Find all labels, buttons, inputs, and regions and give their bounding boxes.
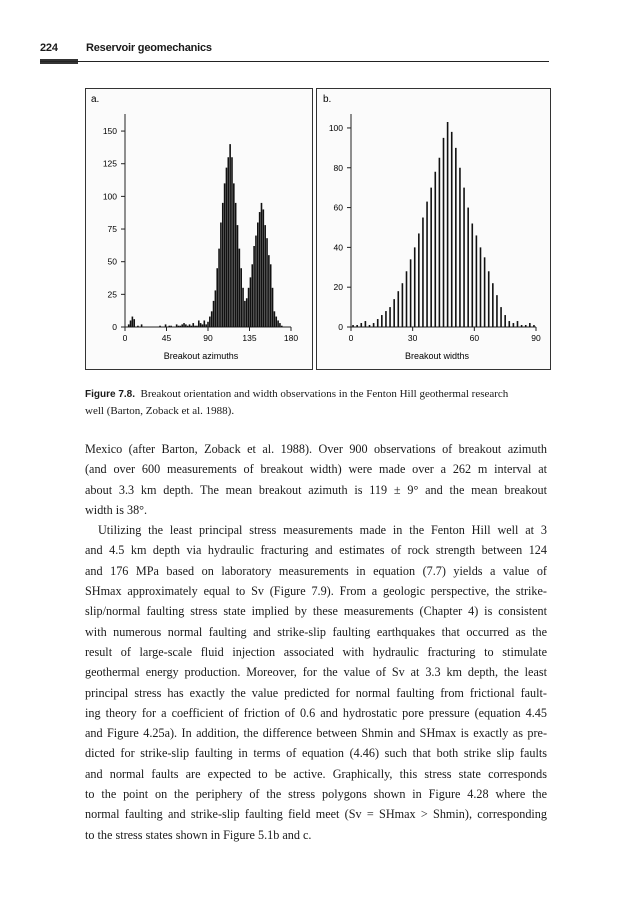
- header-rule: [40, 61, 549, 62]
- panel-b-label: b.: [323, 94, 332, 105]
- running-header: [40, 42, 549, 66]
- y-tick-label: 100: [102, 191, 117, 202]
- body-line: result of large-scale fluid injection associated with hydraulic fracturing to stimulate: [85, 644, 547, 659]
- body-line: and 4.5 km depth via hydraulic fracturing and estimates of rock strength between 124: [85, 543, 547, 558]
- page-number: 224: [40, 42, 58, 54]
- panel-a: [86, 89, 313, 370]
- body-line: width is 38°.: [85, 502, 148, 517]
- body-line: Utilizing the least principal stress measurements made in the Fenton Hill well at 3: [98, 523, 547, 538]
- panel-a-label: a.: [91, 94, 100, 105]
- body-line: and normal faults are expected to be active. Graphically, this stress state corresponds: [85, 766, 547, 781]
- body-line: slip/normal faulting stress state implied by these measurements (Chapter 4) is consistent: [85, 604, 547, 619]
- y-tick-label: 0: [112, 322, 117, 332]
- running-title: Reservoir geomechanics: [86, 42, 212, 54]
- panel-a-xlabel: Breakout azimuths: [163, 351, 239, 361]
- body-line: to the stress states shown in Figure 5.1b and c.: [85, 827, 312, 842]
- y-tick-label: 150: [102, 126, 117, 137]
- body-line: dicted for strike-slip faulting in terms of equation (4.46) such that both strike slip faults: [85, 746, 547, 761]
- body-line: normal faulting and strike-slip faulting field meet (Sv = SHmax > Shmin), corresponding: [85, 807, 547, 822]
- body-line: geothermal energy production. Moreover, for the value of Sv at 3.3 km depth, the least: [85, 665, 547, 680]
- x-tick-label: 0: [122, 333, 128, 343]
- x-tick-label: 90: [203, 333, 213, 343]
- x-tick-label: 60: [469, 333, 480, 343]
- caption-text-1: Breakout orientation and width observations in the Fenton Hill geothermal research: [140, 388, 509, 400]
- body-line: and 176 MPa based on laboratory measurements in equation (7.7) yields a value of: [85, 563, 547, 578]
- body-line: to the point on the periphery of the stress polygons shown in Figure 4.28 where the: [85, 787, 547, 802]
- body-line: about 3.3 km depth. The mean breakout azimuth is 119 ± 9° and the mean breakout: [85, 482, 547, 497]
- body-line: ing theory for a coefficient of friction of 0.6 and hydrostatic pore pressure (equation 4.45: [85, 705, 547, 720]
- x-tick-label: 135: [242, 333, 257, 343]
- y-tick-label: 60: [333, 202, 343, 213]
- body-line: and Figure 4.25a). In addition, the difference between Shmin and SHmax is exactly as pre-: [85, 726, 547, 741]
- figure-caption: [85, 386, 547, 419]
- y-tick-label: 75: [107, 224, 117, 235]
- body-line: SHmax approximately equal to Sv (Figure 7.9). From a geologic perspective, the strike-: [85, 584, 547, 599]
- caption-label: Figure 7.8.: [85, 389, 136, 400]
- x-tick-label: 30: [407, 333, 418, 343]
- body-line: with numerous normal faulting and strike-slip faulting earthquakes that occurred as the: [85, 624, 547, 639]
- caption-text-2: well (Barton, Zoback et al. 1988).: [85, 405, 235, 417]
- figure-7-8: [85, 88, 551, 370]
- x-tick-label: 0: [348, 333, 354, 343]
- body-line: (and over 600 measurements of breakout width) were made over a 262 m interval at: [85, 462, 547, 477]
- y-tick-label: 20: [333, 282, 343, 293]
- y-tick-label: 80: [333, 162, 343, 173]
- y-tick-label: 50: [107, 256, 117, 267]
- panel-b: [317, 89, 551, 370]
- panel-b-xlabel: Breakout widths: [404, 351, 470, 361]
- y-tick-label: 100: [328, 122, 343, 133]
- y-tick-label: 0: [338, 322, 343, 332]
- body-line: Mexico (after Barton, Zoback et al. 1988). Over 900 observations of breakout azimuth: [85, 442, 547, 456]
- y-tick-label: 40: [333, 242, 343, 253]
- y-tick-label: 25: [107, 289, 117, 300]
- x-tick-label: 180: [283, 333, 299, 343]
- x-tick-label: 90: [531, 333, 541, 343]
- x-tick-label: 45: [161, 333, 172, 343]
- y-tick-label: 125: [102, 158, 117, 169]
- caption-line: [85, 386, 547, 403]
- body-text: [85, 439, 547, 845]
- body-line: principal stress has exactly the value predicted for normal faulting from frictional fault-: [85, 685, 547, 700]
